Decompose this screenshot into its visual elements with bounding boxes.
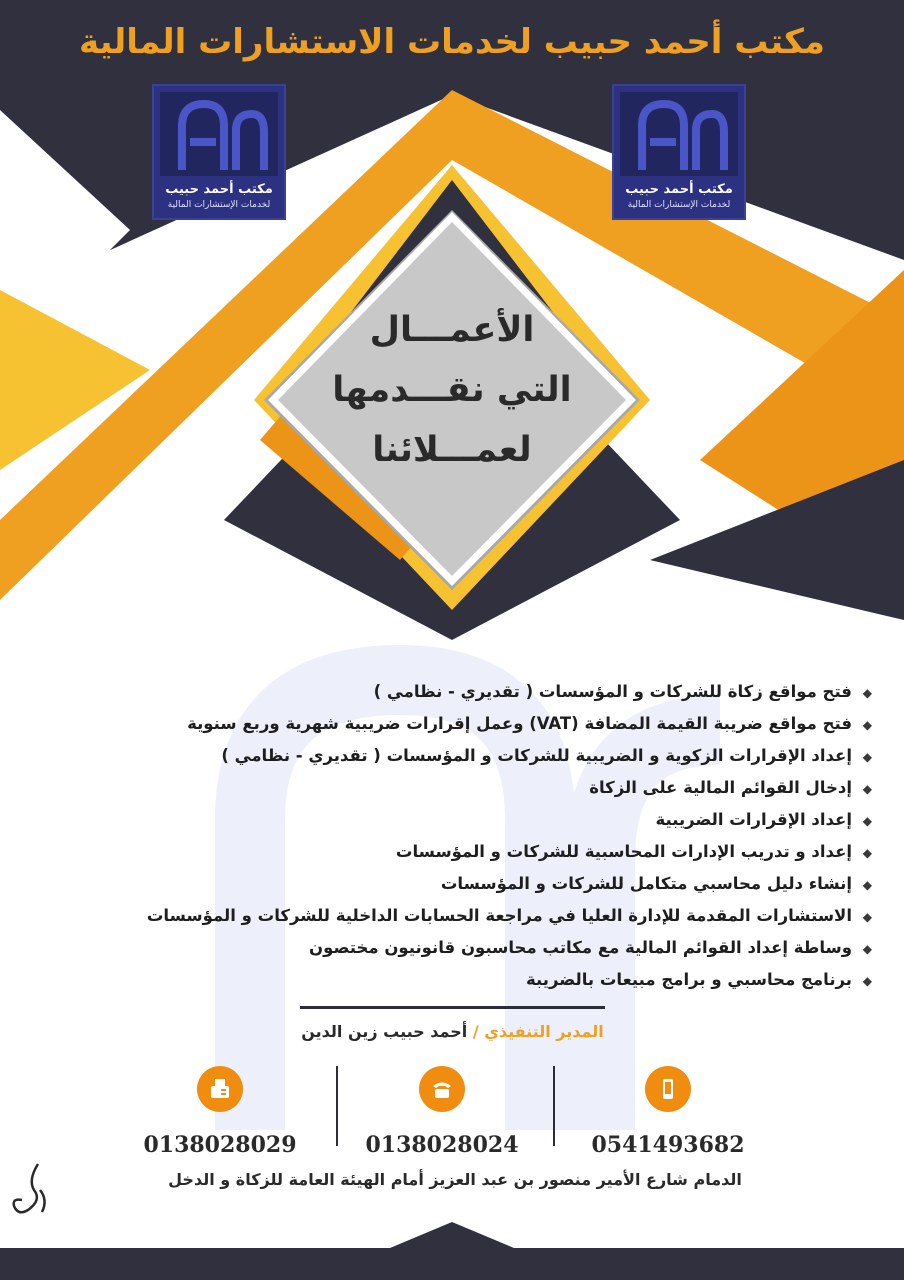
manager-role: المدير التنفيذي / (472, 1022, 604, 1041)
fax-icon (197, 1066, 243, 1112)
fax-number[interactable]: 0138028029 (143, 1132, 297, 1158)
logo-right (612, 84, 746, 220)
list-item: ◆الاستشارات المقدمة للإدارة العليا في مراجعة الحسابات الداخلية للشركات و المؤسسات (32, 900, 872, 932)
manager-name: أحمد حبيب زين الدين (301, 1022, 468, 1041)
mobile-icon (645, 1066, 691, 1112)
headline-line-3: لعمـــلائنا (372, 430, 532, 470)
telephone-icon (419, 1066, 465, 1112)
headline (300, 300, 604, 480)
contact-separator (553, 1066, 555, 1146)
mobile-number[interactable]: 0541493682 (591, 1132, 745, 1158)
list-item: ◆إعداد الإقرارات الزكوية و الضريبية للشركات و المؤسسات ( تقديري - نظامي ) (32, 740, 872, 772)
ah-monogram-icon (620, 92, 738, 176)
logo-name: مكتب أحمد حبيب (165, 182, 273, 197)
ah-monogram-icon (160, 92, 278, 176)
diamond-bullet-icon: ◆ (862, 814, 872, 828)
diamond-bullet-icon: ◆ (862, 686, 872, 700)
address: الدمام شارع الأمير منصور بن عبد العزيز أمام الهيئة العامة للزكاة و الدخل (168, 1170, 742, 1189)
diamond-bullet-icon: ◆ (862, 782, 872, 796)
manager-line (200, 1022, 705, 1041)
diamond-bullet-icon: ◆ (862, 750, 872, 764)
diamond-bullet-icon: ◆ (862, 718, 872, 732)
diamond-bullet-icon: ◆ (862, 846, 872, 860)
list-item: ◆فتح مواقع زكاة للشركات و المؤسسات ( تقديري - نظامي ) (32, 676, 872, 708)
diamond-bullet-icon: ◆ (862, 910, 872, 924)
list-item: ◆وساطة إعداد القوائم المالية مع مكاتب محاسبون قانونيون مختصون (32, 932, 872, 964)
telephone-number[interactable]: 0138028024 (365, 1132, 519, 1158)
list-item: ◆إعداد و تدريب الإدارات المحاسبية للشركات و المؤسسات (32, 836, 872, 868)
list-item: ◆إعداد الإقرارات الضريبية (32, 804, 872, 836)
list-item: ◆إنشاء دليل محاسبي متكامل للشركات و المؤسسات (32, 868, 872, 900)
signature-mark (8, 1160, 52, 1220)
logo-name: مكتب أحمد حبيب (625, 182, 733, 197)
diamond-bullet-icon: ◆ (862, 878, 872, 892)
diamond-bullet-icon: ◆ (862, 974, 872, 988)
contact-fax (120, 1066, 320, 1158)
headline-line-2: التي نقـــدمها (332, 370, 572, 410)
services-list (32, 676, 872, 996)
contact-mobile (568, 1066, 768, 1158)
divider (300, 1006, 605, 1009)
logo-left (152, 84, 286, 220)
list-item: ◆إدخال القوائم المالية على الزكاة (32, 772, 872, 804)
headline-line-1: الأعمـــال (369, 310, 535, 350)
contact-separator (336, 1066, 338, 1146)
logo-subtitle: لخدمات الإستشارات المالية (167, 200, 271, 210)
list-item: ◆برنامج محاسبي و برامج مبيعات بالضريبة (32, 964, 872, 996)
list-item: ◆فتح مواقع ضريبة القيمة المضافة (VAT) وعمل إقرارات ضريبية شهرية وربع سنوية (32, 708, 872, 740)
page-title: مكتب أحمد حبيب لخدمات الاستشارات المالية (79, 22, 825, 62)
logo-subtitle: لخدمات الإستشارات المالية (627, 200, 731, 210)
diamond-bullet-icon: ◆ (862, 942, 872, 956)
contact-telephone (342, 1066, 542, 1158)
